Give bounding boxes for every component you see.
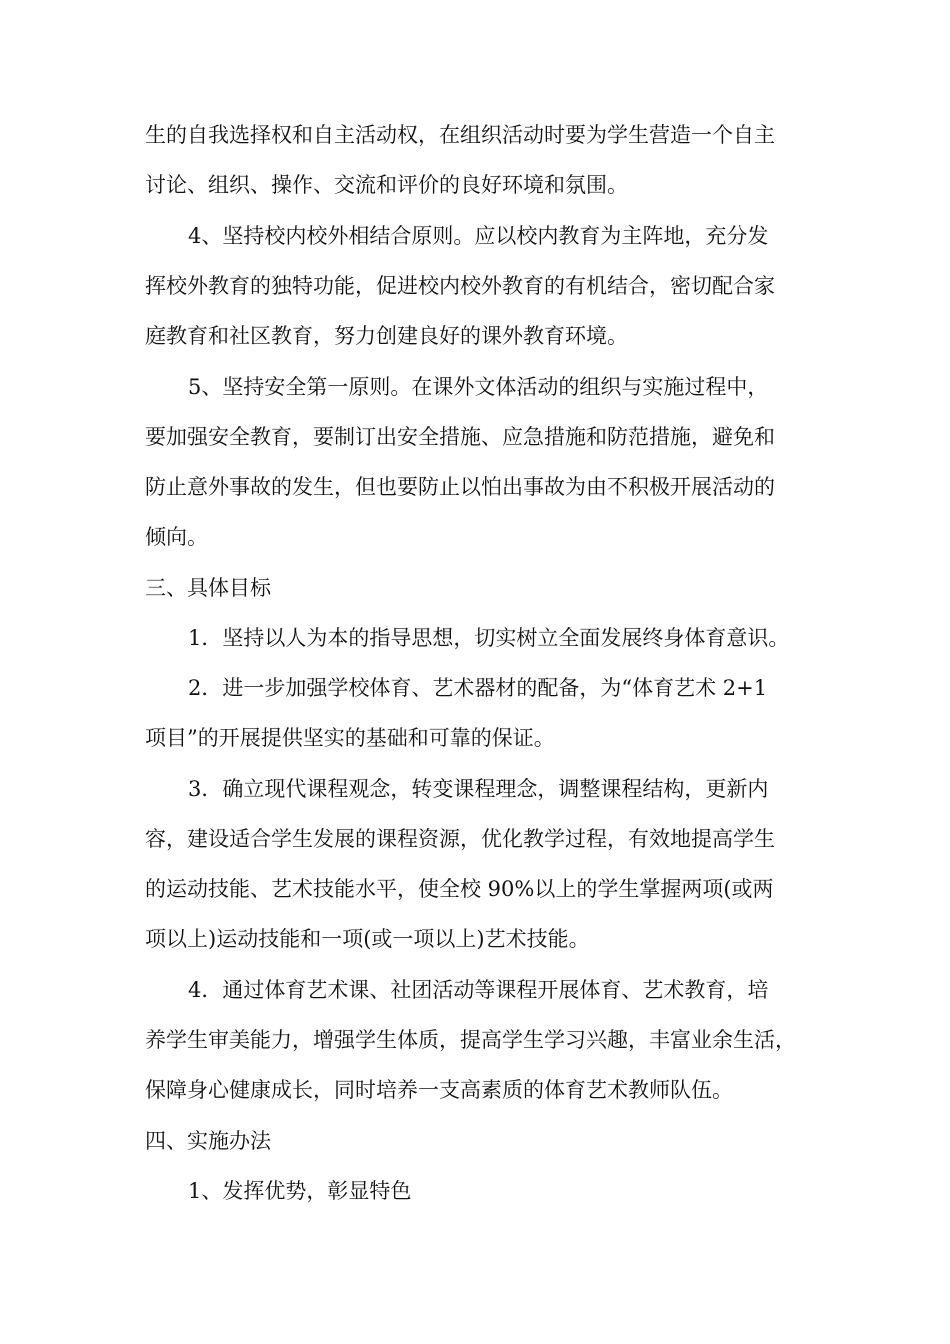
text-line: 3．确立现代课程观念，转变课程理念，调整课程结构，更新内 (188, 777, 769, 801)
text-line: 2．进一步加强学校体育、艺术器材的配备，为“体育艺术 2+1 (188, 676, 768, 700)
text-line: 防止意外事故的发生，但也要防止以怕出事故为由不积极开展活动的 (145, 475, 775, 499)
text-line: 1．坚持以人为本的指导思想，切实树立全面发展终身体育意识。 (188, 626, 790, 650)
text-line: 的运动技能、艺术技能水平，使全校 90%以上的学生掌握两项(或两 (145, 877, 774, 901)
text-line: 倾向。 (145, 525, 208, 549)
section-heading: 四、实施办法 (145, 1129, 271, 1153)
text-line: 4．通过体育艺术课、社团活动等课程开展体育、艺术教育，培 (188, 978, 769, 1002)
text-line: 1、发挥优势，彰显特色 (188, 1179, 412, 1203)
text-line: 项以上)运动技能和一项(或一项以上)艺术技能。 (145, 927, 590, 951)
text-line: 生的自我选择权和自主活动权，在组织活动时要为学生营造一个自主 (145, 123, 775, 147)
section-heading: 三、具体目标 (145, 576, 271, 600)
text-line: 要加强安全教育，要制订出安全措施、应急措施和防范措施，避免和 (145, 425, 775, 449)
text-line: 容，建设适合学生发展的课程资源，优化教学过程，有效地提高学生 (145, 827, 775, 851)
text-line: 养学生审美能力，增强学生体质，提高学生学习兴趣，丰富业余生活， (145, 1028, 796, 1052)
text-line: 项目”的开展提供坚实的基础和可靠的保证。 (145, 726, 555, 750)
text-line: 保障身心健康成长，同时培养一支高素质的体育艺术教师队伍。 (145, 1078, 733, 1102)
text-line: 讨论、组织、操作、交流和评价的良好环境和氛围。 (145, 173, 628, 197)
text-line: 5、坚持安全第一原则。在课外文体活动的组织与实施过程中， (188, 375, 769, 399)
text-line: 挥校外教育的独特功能，促进校内校外教育的有机结合，密切配合家 (145, 274, 775, 298)
text-line: 庭教育和社区教育，努力创建良好的课外教育环境。 (145, 324, 628, 348)
text-line: 4、坚持校内校外相结合原则。应以校内教育为主阵地，充分发 (188, 224, 769, 248)
